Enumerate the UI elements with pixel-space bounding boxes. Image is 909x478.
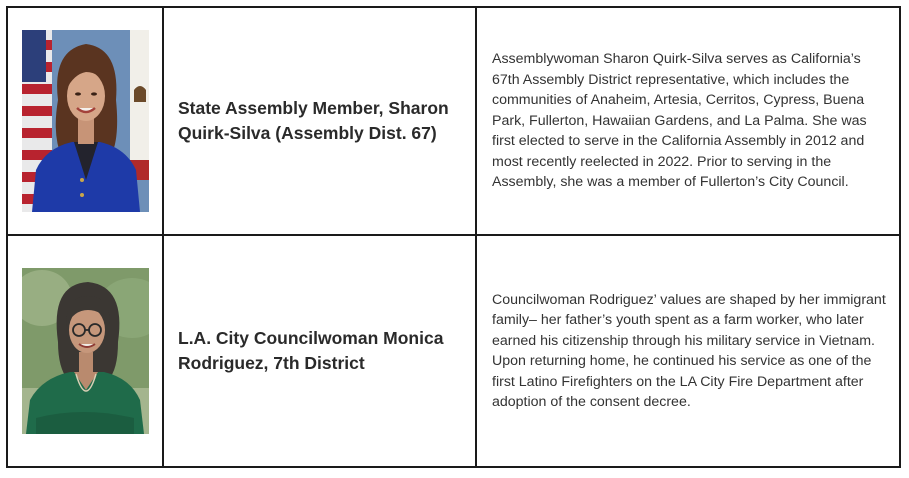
official-description-cell [476,235,900,467]
official-name-cell [163,7,476,235]
official-title: L.A. City Councilwoman Monica Rodriguez, 7th District [178,328,444,373]
table-row [7,235,900,467]
officials-table [6,6,901,468]
official-name-cell [163,235,476,467]
portrait-photo-sharon-quirk-silva [22,30,149,212]
photo-cell [7,235,163,467]
photo-cell [7,7,163,235]
official-description: Councilwoman Rodriguez’ values are shaped by her immigrant family– her father’s youth spent as a farm worker, who later earned his citizenship through his military service in Vietnam. Upon returning home, he continued his service as one of the first Latino Firefighters on the LA City Fire Department after adoption of the consent decree. [492,291,886,410]
official-description: Assemblywoman Sharon Quirk-Silva serves as California’s 67th Assembly District representative, which includes the communities of Anaheim, Artesia, Cerritos, Cypress, Buena Park, Fullerton, Hawaiian Gardens, and La Palma. She was first elected to serve in the California Assembly in 2012 and most recently reelected in 2022. Prior to serving in the Assembly, she was a member of Fullerton’s City Council. [492,51,867,191]
official-description-cell [476,7,900,235]
california-flag-icon [130,30,149,180]
portrait-photo-monica-rodriguez [22,268,149,434]
official-title: State Assembly Member, Sharon Quirk-Silva (Assembly Dist. 67) [178,98,449,143]
table-row [7,7,900,235]
